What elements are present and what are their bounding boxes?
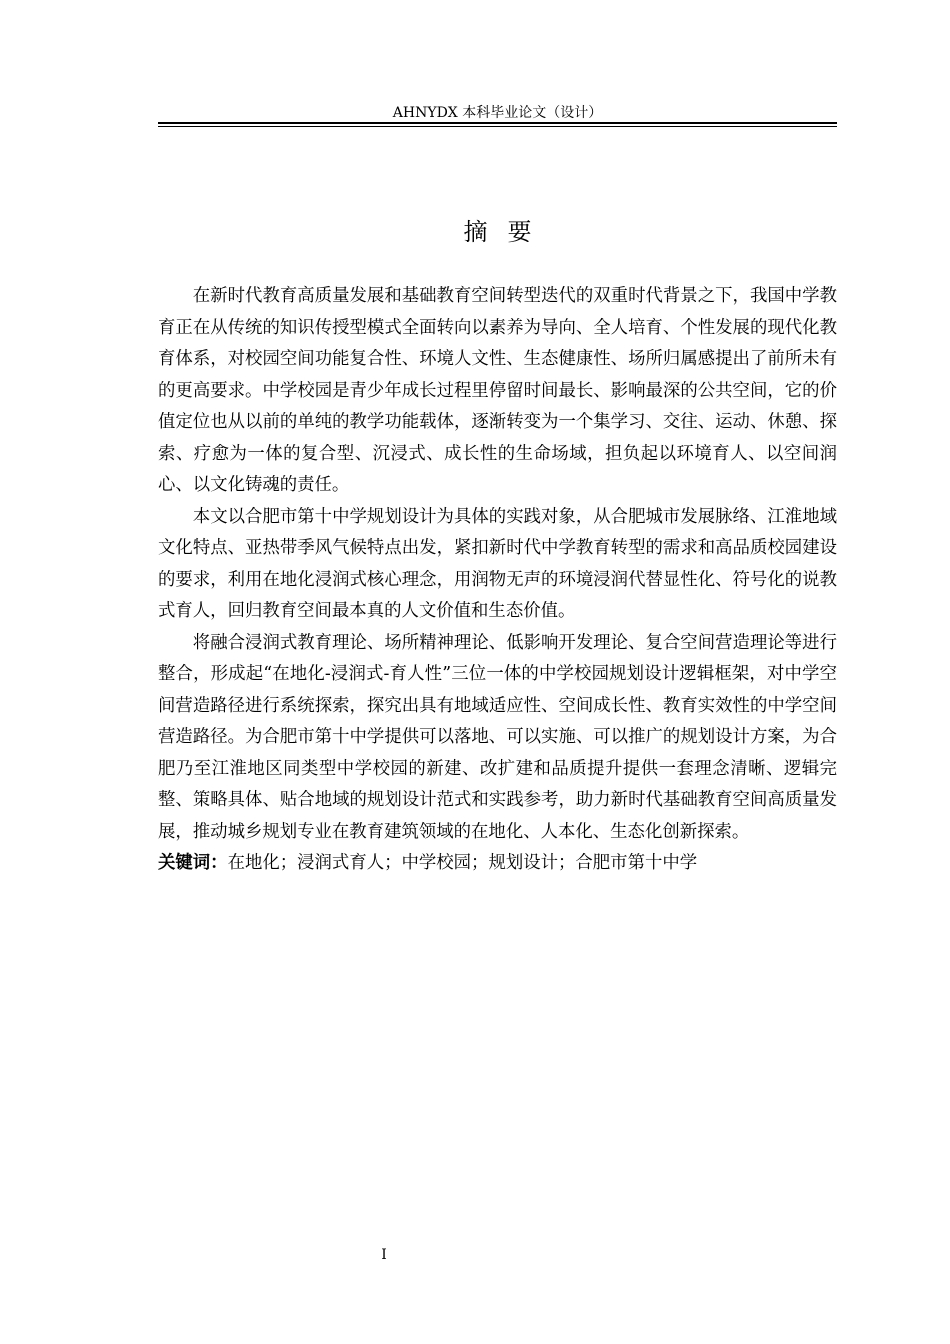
abstract-paragraph-1: 在新时代教育高质量发展和基础教育空间转型迭代的双重时代背景之下，我国中学教育正在从传统的知识传授型模式全面转向以素养为导向、全人培育、个性发展的现代化教育体系，对校园空间功能复合性、环境人文性、生态健康性、场所归属感提出了前所未有的更高要求。中学校园是青少年成长过程里停留时间最长、影响最深的公共空间，它的价值定位也从以前的单纯的教学功能载体，逐渐转变为一个集学习、交往、运动、休憩、探索、疗愈为一体的复合型、沉浸式、成长性的生命场域，担负起以环境育人、以空间润心、以文化铸魂的责任。: [158, 286, 837, 495]
keywords-line: [158, 848, 837, 880]
abstract-body: [158, 281, 837, 880]
running-header: AHNYDX 本科毕业论文（设计）: [392, 105, 603, 121]
abstract-title: 摘要: [463, 218, 552, 246]
page-number: I: [381, 1247, 387, 1263]
abstract-paragraph-3: 将融合浸润式教育理论、场所精神理论、低影响开发理论、复合空间营造理论等进行整合，形成起“在地化-浸润式-育人性”三位一体的中学校园规划设计逻辑框架，对中学空间营造路径进行系统探索，探究出具有地域适应性、空间成长性、教育实效性的中学空间营造路径。为合肥市第十中学提供可以落地、可以实施、可以推广的规划设计方案，为合肥乃至江淮地区同类型中学校园的新建、改扩建和品质提升提供一套理念清晰、逻辑完整、策略具体、贴合地域的规划设计范式和实践参考，助力新时代基础教育空间高质量发展，推动城乡规划专业在教育建筑领域的在地化、人本化、生态化创新探索。: [158, 632, 837, 842]
header-rule-secondary: [158, 126, 837, 127]
abstract-paragraph-2: 本文以合肥市第十中学规划设计为具体的实践对象，从合肥城市发展脉络、江淮地域文化特点、亚热带季风气候特点出发，紧扣新时代中学教育转型的需求和高品质校园建设的要求，利用在地化浸润式核心理念，用润物无声的环境浸润代替显性化、符号化的说教式育人，回归教育空间最本真的人文价值和生态价值。: [158, 506, 837, 621]
header-rule: [158, 122, 837, 124]
keywords-label: 关键词：: [158, 853, 228, 873]
keywords-list: 在地化；浸润式育人；中学校园；规划设计；合肥市第十中学: [227, 853, 698, 873]
